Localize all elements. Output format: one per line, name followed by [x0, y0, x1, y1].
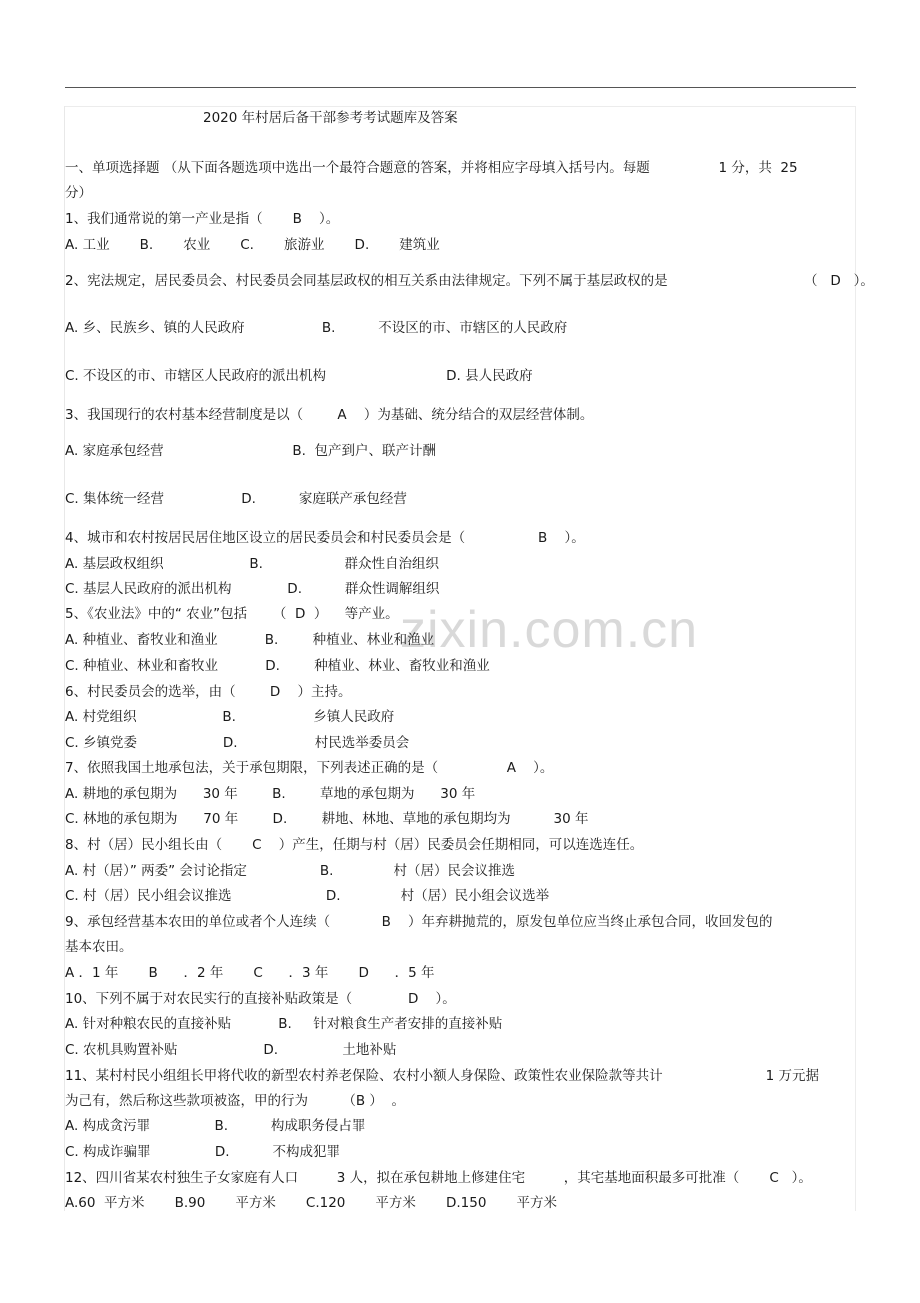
- question-2-options-cd: C. 不设区的市、市辖区人民政府的派出机构 D. 县人民政府: [65, 368, 533, 384]
- question-3-options-cd: C. 集体统一经营 D. 家庭联产承包经营: [65, 491, 407, 507]
- question-3-options-ab: A. 家庭承包经营 B. 包产到户、联产计酬: [65, 443, 436, 459]
- question-4-options-cd: C. 基层人民政府的派出机构 D. 群众性调解组织: [65, 581, 440, 597]
- question-9-options: A ．1 年 B ．2 年 C ．3 年 D ．5 年: [65, 965, 435, 981]
- question-5-options-ab: A. 种植业、畜牧业和渔业 B. 种植业、林业和渔业: [65, 632, 435, 648]
- question-10-stem: 10、下列不属于对农民实行的直接补贴政策是（ D ）。: [65, 991, 456, 1007]
- question-4-options-ab: A. 基层政权组织 B. 群众性自治组织: [65, 556, 439, 572]
- question-11-stem-line1: 11、某村村民小组组长甲将代收的新型农村养老保险、农村小额人身保险、政策性农业保险款等共计 1 万元据: [65, 1068, 820, 1084]
- question-6-stem: 6、村民委员会的选举，由（ D ）主持。: [65, 684, 352, 700]
- question-7-stem: 7、依照我国土地承包法，关于承包期限，下列表述正确的是（ A ）。: [65, 760, 554, 776]
- question-12-stem: 12、四川省某农村独生子女家庭有人口 3 人，拟在承包耕地上修建住宅 ，其宅基地面积最多可批准（ C ）。: [65, 1170, 812, 1186]
- section-header-line2: 分）: [65, 185, 92, 201]
- question-6-options-ab: A. 村党组织 B. 乡镇人民政府: [65, 709, 395, 725]
- watermark: zixin.com.cn: [400, 601, 699, 659]
- page-frame-top: [64, 106, 855, 107]
- question-8-options-cd: C. 村（居）民小组会议推选 D. 村（居）民小组会议选举: [65, 888, 550, 904]
- question-7-options-cd: C. 林地的承包期为 70 年 D. 耕地、林地、草地的承包期均为 30 年: [65, 811, 589, 827]
- question-11-options-cd: C. 构成诈骗罪 D. 不构成犯罪: [65, 1144, 340, 1160]
- question-8-stem: 8、村（居）民小组长由（ C ）产生，任期与村（居）民委员会任期相同，可以连选连任。: [65, 837, 644, 853]
- question-9-stem-line2: 基本农田。: [65, 939, 133, 955]
- question-8-options-ab: A. 村（居）” 两委” 会讨论指定 B. 村（居）民会议推选: [65, 863, 515, 879]
- question-2-stem: 2、宪法规定，居民委员会、村民委员会同基层政权的相互关系由法律规定。下列不属于基层政权的是: [65, 273, 668, 289]
- question-10-options-cd: C. 农机具购置补贴 D. 土地补贴: [65, 1042, 397, 1058]
- question-1-options: A. 工业 B. 农业 C. 旅游业 D. 建筑业: [65, 237, 440, 253]
- question-1-stem: 1、我们通常说的第一产业是指（ B ）。: [65, 211, 340, 227]
- question-9-stem-line1: 9、承包经营基本农田的单位或者个人连续（ B ）年弃耕抛荒的，原发包单位应当终止承包合同，收回发包的: [65, 914, 773, 930]
- question-10-options-ab: A. 针对种粮农民的直接补贴 B. 针对粮食生产者安排的直接补贴: [65, 1016, 503, 1032]
- question-4-stem: 4、城市和农村按居民居住地区设立的居民委员会和村民委员会是（ B ）。: [65, 530, 585, 546]
- question-12-options: A.60 平方米 B.90 平方米 C.120 平方米 D.150 平方米: [65, 1195, 557, 1211]
- question-6-options-cd: C. 乡镇党委 D. 村民选举委员会: [65, 735, 410, 751]
- question-5-stem: 5、《农业法》中的“ 农业”包括 （ D ） 等产业。: [65, 606, 399, 622]
- question-5-options-cd: C. 种植业、林业和畜牧业 D. 种植业、林业、畜牧业和渔业: [65, 658, 490, 674]
- header-rule: [65, 87, 856, 88]
- section-header-line1: 一、单项选择题 （从下面各题选项中选出一个最符合题意的答案，并将相应字母填入括号内。每题 1 分，共 25: [65, 160, 798, 176]
- question-11-options-ab: A. 构成贪污罪 B. 构成职务侵占罪: [65, 1118, 366, 1134]
- question-11-stem-line2: 为己有，然后称这些款项被盗，甲的行为 （B ） 。: [65, 1093, 405, 1109]
- question-3-stem: 3、我国现行的农村基本经营制度是以（ A ）为基础、统分结合的双层经营体制。: [65, 407, 594, 423]
- question-2-answer: （ D ）。: [804, 273, 874, 289]
- document-title: 2020 年村居后备干部参考考试题库及答案: [203, 110, 458, 126]
- question-7-options-ab: A. 耕地的承包期为 30 年 B. 草地的承包期为 30 年: [65, 786, 476, 802]
- question-2-options-ab: A. 乡、民族乡、镇的人民政府 B. 不设区的市、市辖区的人民政府: [65, 320, 568, 336]
